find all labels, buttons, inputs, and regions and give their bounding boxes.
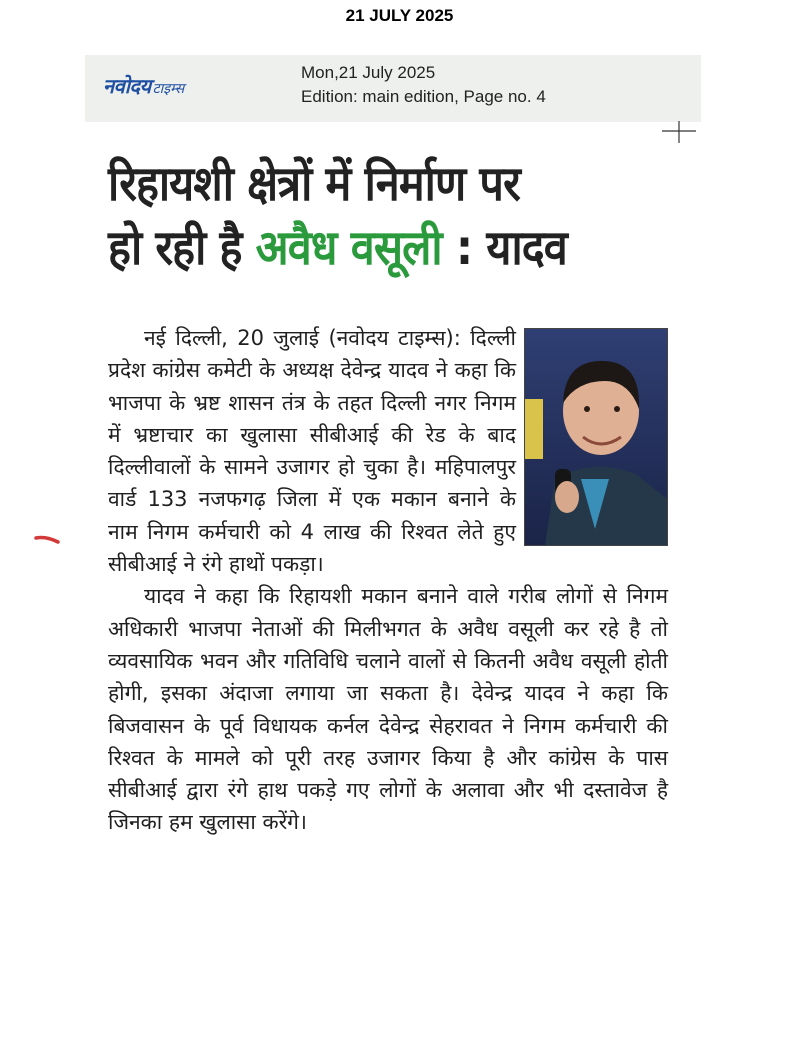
article-paragraph-1 bbox=[108, 322, 668, 580]
article-headline bbox=[108, 152, 621, 280]
headline-line-2-end: : यादव bbox=[441, 220, 567, 276]
paragraph-1-text: नई दिल्ली, 20 जुलाई (नवोदय टाइम्स): दिल्ली प्रदेश कांग्रेस कमेटी के अध्यक्ष देवेन्द्र यादव ने कहा कि भाजपा के भ्रष्ट शासन तंत्र के तहत दिल्ली नगर निगम में भ्रष्टाचार का खुलासा सीबीआई की रेड के बाद दिल्लीवालों के सामने उजागर हो चुका है। महिपालपुर वार्ड 133 नजफगढ़ जिला में एक मकान बनाने के नाम निगम कर्मचारी को 4 लाख की रिश्वत लेते हुए सीबीआई ने रंगे हाथों पकड़ा। bbox=[108, 326, 516, 577]
headline-line-2 bbox=[108, 216, 621, 280]
red-pen-mark-icon bbox=[34, 534, 60, 546]
edition-meta bbox=[301, 61, 546, 109]
article-paragraph-2: यादव ने कहा कि रिहायशी मकान बनाने वाले गरीब लोगों से निगम अधिकारी भाजपा नेताओं की मिलीभगत के अवैध वसूली कर रहे है तो व्यवसायिक भवन और गतिविधि चलाने वालों से कितनी अवैध वसूली होती होगी, इसका अंदाजा लगाया जा सकता है। देवेन्द्र यादव ने कहा कि बिजवासन के पूर्व विधायक कर्नल देवेन्द्र सेहरावत ने निगम कर्मचारी की रिश्वत के मामले को पूरी तरह उजागर किया है और कांग्रेस के पास सीबीआई द्वारा रंगे हाथ पकड़े गए लोगों के अलावा और भी दस्तावेज है जिनका हम खुलासा करेंगे। bbox=[108, 584, 668, 835]
headline-accent: अवैध वसूली bbox=[255, 220, 442, 276]
article-body bbox=[108, 322, 668, 839]
headline-line-1: रिहायशी क्षेत्रों में निर्माण पर bbox=[108, 156, 520, 212]
crop-mark-icon bbox=[662, 121, 696, 143]
masthead bbox=[85, 55, 701, 122]
speaker-photo bbox=[524, 328, 668, 546]
newspaper-logo bbox=[103, 72, 184, 99]
speaker-photo-image bbox=[525, 329, 667, 545]
headline-line-2-start: हो रही है bbox=[108, 220, 256, 276]
logo-sub-text: टाइम्स bbox=[152, 81, 185, 97]
publication-date: Mon,21 July 2025 bbox=[301, 63, 436, 82]
logo-main-text: नवोदय bbox=[103, 74, 151, 98]
edition-info: Edition: main edition, Page no. 4 bbox=[301, 87, 546, 106]
page-date: 21 JULY 2025 bbox=[345, 6, 454, 25]
